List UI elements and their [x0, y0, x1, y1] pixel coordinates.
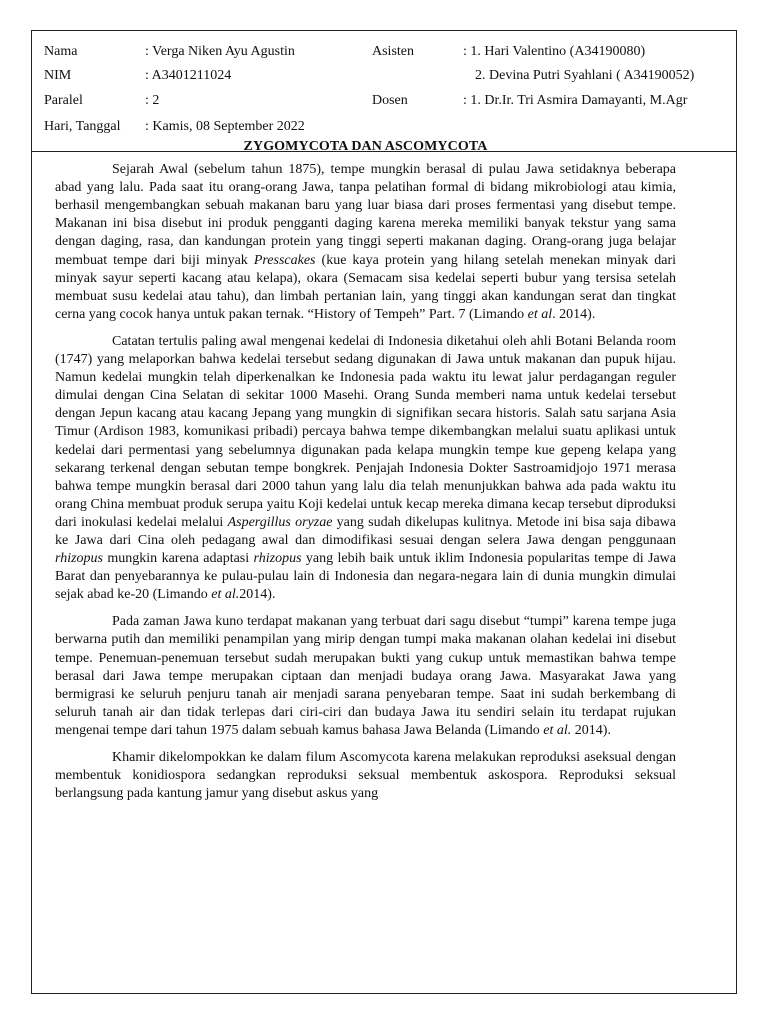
p2-text-e: 2014).	[239, 587, 276, 603]
p2-italic-etal: et al.	[211, 587, 240, 603]
p3-text-a: Pada zaman Jawa kuno terdapat makanan yang terbuat dari sagu disebut “tumpi” karena tempe juga berwarna putih dan memiliki penampilan yang mirip dengan tumpi maka makanan olahan kedelai ini disebut tempe. Penemuan-penemuan tersebut sudah merupakan bukti yang cukup untuk memastikan bahwa tempe berasal dari Jawa tempe merupakan ciptaan dan menjadi budaya orang Jawa. Masyarakat Jawa yang bermigrasi ke seluruh penjuru tanah air menjadi sarana penyebaran tempe. Saat ini sudah berkembang di seluruh tanah air dan tidak terlepas dari ciri-ciri dan budaya Jawa itu sendiri selain itu terdapat rujukan mengenai tempe dari tahun 1975 dalam sebuah kamus bahasa Jawa Belanda (Limando	[55, 614, 676, 738]
asisten-label: Asisten	[372, 44, 414, 59]
p2-italic-rhizopus-1: rhizopus	[55, 551, 103, 567]
header-table	[32, 31, 736, 152]
p2-italic-rhizopus-2: rhizopus	[253, 551, 302, 567]
hari-value: : Kamis, 08 September 2022	[145, 119, 305, 134]
paragraph-2	[55, 333, 676, 604]
document-title: ZYGOMYCOTA DAN ASCOMYCOTA	[243, 139, 488, 154]
p2-text-c: mungkin karena adaptasi	[102, 551, 254, 567]
document-body	[55, 138, 676, 812]
hari-label: Hari, Tanggal	[44, 119, 121, 134]
p1-text-c: . 2014).	[552, 306, 596, 322]
p2-italic-aspergillus: Aspergillus oryzae	[227, 514, 333, 530]
p3-italic-etal: et al.	[543, 722, 572, 738]
paralel-label: Paralel	[44, 93, 83, 108]
dosen-1: : 1. Dr.Ir. Tri Asmira Damayanti, M.Agr	[463, 93, 688, 108]
paragraph-3	[55, 613, 676, 740]
p4-text-a: Khamir dikelompokkan ke dalam filum Ascomycota karena melakukan reproduksi aseksual dengan membentuk konidiospora sedangkan reproduksi seksual membentuk askospora. Reproduksi seksual berlangsung pada kantung jamur yang disebut askus yang	[55, 750, 676, 802]
paragraph-4	[55, 749, 676, 803]
p1-text-a: Sejarah Awal (sebelum tahun 1875), tempe mungkin berasal di pulau Jawa setidaknya beberapa abad yang lalu. Pada saat itu orang-orang Jawa, tanpa pelatihan formal di bidang mikrobiologi atau kimia, berhasil mengembangkan sebuah makanan baru yang luar biasa dari proses fermentasi yang disebut tempe. Makanan ini bisa disebut ini produk pengganti daging karena mereka memiliki banyak tekstur yang sama dengan daging, rasa, dan kandungan protein yang tinggi seperti makanan daging. Orang-orang juga belajar membuat tempe dari biji minyak	[55, 162, 676, 268]
p1-text-b: (kue kaya protein yang hilang setelah menekan minyak dari minyak sayur seperti kacang atau kelapa), okara (Semacam sisa kedelai seperti bubur yang tersisa setelah membuat susu kedelai atau tahu), dan limbah pertanian lain, yang tinggi akan kandungan serat dan tingkat cerna yang cocok hanya untuk pakan ternak. “History of Tempeh” Part. 7 (Limando	[55, 252, 677, 322]
asisten-1: : 1. Hari Valentino (A34190080)	[463, 44, 646, 59]
nama-value: : Verga Niken Ayu Agustin	[145, 44, 295, 59]
p2-text-b: yang sudah dikelupas kulitnya. Metode ini bisa saja dibawa ke Jawa dari Cina oleh pedagang awal dan dimodifikasi sesuai dengan selera Jawa dengan penggunaan	[55, 514, 676, 548]
p2-text-d: yang lebih baik untuk iklim Indonesia popularitas tempe di Jawa Barat dan penyebarannya ke pulau-pulau lain di Indonesia dan negara-negara lain di dunia mungkin dimulai sejak abad ke-20 (Limando	[55, 551, 677, 603]
nim-value: : A3401211024	[145, 68, 232, 83]
p1-italic-etal: et al	[527, 306, 553, 322]
p3-text-b: 2014).	[571, 722, 611, 738]
p1-italic-presscakes: Presscakes	[253, 252, 316, 268]
paralel-value: : 2	[145, 93, 160, 108]
paragraph-1	[55, 161, 676, 324]
nim-label: NIM	[44, 68, 72, 83]
nama-label: Nama	[44, 44, 78, 59]
dosen-label: Dosen	[372, 93, 408, 108]
p2-text-a: Catatan tertulis paling awal mengenai kedelai di Indonesia diketahui oleh ahli Botani Belanda room (1747) yang melaporkan bahwa kedelai tersebut sedang digunakan di Jawa untuk makanan dan pupuk hijau. Namun kedelai mungkin telah diperkenalkan ke Indonesia pada waktu itu lewat jalur perdagangan reguler dimulai dengan Cina Selatan di sekitar 1000 Masehi. Orang Sunda memberi nama untuk kedelai tersebut dengan Jepun kacang atau kacang Jepang yang mungkin di signifikan secara historis. Salah satu sarjana Asia Timur (Ardison 1983, komunikasi pribadi) percaya bahwa tempe dikembangkan melalui suatu aplikasi untuk kedelai dari permentasi yang sebelumnya digunakan pada kelapa mungkin tempe kue gepeng kelapa yang sekarang terkenal dengan sebutan tempe bongkrek. Penjajah Indonesia Dokter Sastroamidjojo 1971 merasa bahwa tempe mungkin berasal dari 2000 tahun yang lalu dia telah menunjukkan bahwa ada pada waktu itu orang China membuat produk serupa yaitu Koji kedelai untuk kecap mereka dimana kecap tersebut diproduksi dari inokulasi kedelai melalui	[55, 333, 676, 530]
asisten-2: 2. Devina Putri Syahlani ( A34190052)	[475, 68, 695, 83]
